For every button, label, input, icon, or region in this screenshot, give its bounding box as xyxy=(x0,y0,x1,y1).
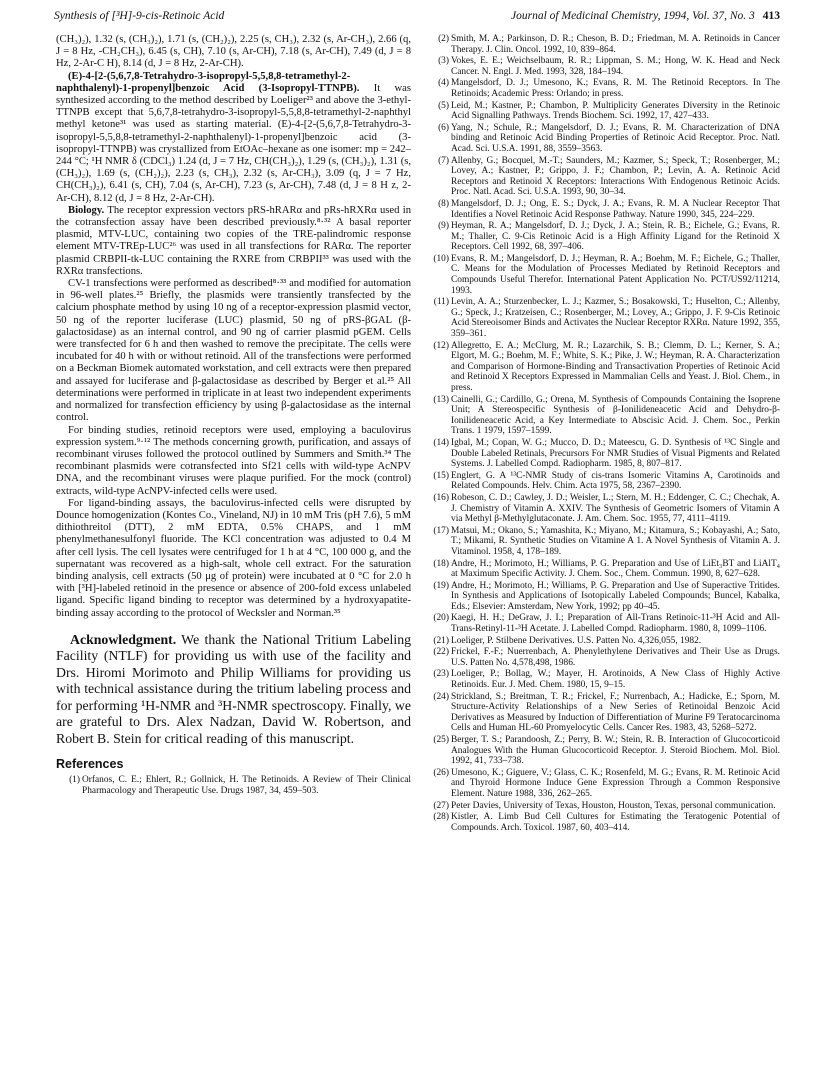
reference-item xyxy=(425,735,780,767)
transfection-paragraph: CV-1 transfections were performed as described⁸·³³ and modified for automation in 96-well plates.²⁵ Briefly, the plasmids were transiently transfected by the calcium phosphate method by using 10 ng of a receptor-expression plasmid vector, 50 ng of the reporter luciferase (LUC) plasmid, 50 ng of pRS-βGAL (β-galactosidase) as an internal control, and 90 ng of carrier plasmid pGEM. Cells were transfected for 6 h and then washed to remove the precipitate. The cells were incubated for 40 h with or without retinoid. All of the transfections were performed on a Beckman Biomek automated workstation, and cell extracts were then prepared and assayed for luciferase and β-galactosidase as described by Berger et al.²⁵ All determinations were performed in triplicate in at least two independent experiments and normalized for transfection efficiency by using β-galactosidase as the internal control. xyxy=(56,278,411,424)
reference-item xyxy=(425,78,780,99)
reference-text: Andre, H.; Morimoto, H.; Williams, P. G. Preparation and Use of LiEt₃BT and LiAlT₄ at Maximum Specific Activity. J. Chem. Soc., Chem. Commun. 1990, 8, 627–628. xyxy=(451,558,780,580)
reference-text: Orfanos, C. E.; Ehlert, R.; Gollnick, H. The Retinoids. A Review of Their Clinical Pharmacology and Therapeutic Use. Drugs 1987, 34, 459–503. xyxy=(82,775,411,796)
reference-item xyxy=(425,801,780,812)
reference-item xyxy=(425,34,780,55)
reference-number: (6) xyxy=(438,122,449,133)
reference-number: (24) xyxy=(433,691,449,702)
reference-item xyxy=(425,221,780,253)
reference-item xyxy=(425,438,780,470)
reference-text: Berger, T. S.; Parandoosh, Z.; Perry, B. W.; Stein, R. B. Interaction of Glucocorticoid Analogues With the Human Glucocorticoid Receptor. J. Steroid Biochem. Mol. Biol. 1992, 41, 733–738. xyxy=(451,735,780,767)
running-header xyxy=(54,10,780,30)
reference-item xyxy=(425,692,780,734)
left-column xyxy=(56,34,411,797)
reference-item xyxy=(425,669,780,690)
reference-text: Heyman, R. A.; Mangelsdorf, D. J.; Dyck, J. A.; Stein, R. B.; Eichele, G.; Evans, R. M.; Thaller, C. 9-Cis Retinoic Acid is a High Affinity Ligand for the Retinoid X Receptors. Cell 1992, 68, 397–406. xyxy=(451,221,780,253)
reference-item xyxy=(425,812,780,833)
reference-item xyxy=(425,156,780,198)
reference-item xyxy=(425,199,780,220)
reference-text: Levin, A. A.; Sturzenbecker, L. J.; Kazmer, S.; Bosakowski, T.; Huselton, C.; Allenby, G.; Speck, J.; Kratzeisen, C.; Rosenberger, M.; Lovey, A.; Grippo, J. F. 9-Cis Retinoic Acid Stereoisomer Binds and Activates the Nuclear Receptor RXRα. Nature 1992, 355, 359–361. xyxy=(451,297,780,340)
reference-number: (10) xyxy=(433,253,449,264)
reference-number: (23) xyxy=(433,669,449,680)
reference-number: (20) xyxy=(433,613,449,624)
biology-title: Biology. xyxy=(68,204,105,216)
reference-text: Cainelli, G.; Cardillo, G.; Orena, M. Synthesis of Compounds Containing the Isoprene Unit; A Stereospecific Synthesis of β-Ionilideneacetic Acid and Dehydro-β-Ionilideneacetic Acid, a Key Intermediate to Abscisic Acid. J. Chem. Soc., Perkin Trans. 1 1979, 1597–1599. xyxy=(451,394,780,437)
reference-item xyxy=(425,471,780,492)
reference-number: (22) xyxy=(433,647,449,658)
reference-number: (3) xyxy=(438,56,449,67)
compound-paragraph xyxy=(56,71,411,205)
reference-item xyxy=(425,768,780,800)
journal-citation xyxy=(511,10,780,22)
reference-number: (4) xyxy=(438,78,449,89)
reference-item xyxy=(425,395,780,437)
reference-text: Vokes, E. E.; Weichselbaum, R. R.; Lippman, S. M.; Hong, W. K. Head and Neck Cancer. N. Engl. J. Med. 1993, 328, 184–194. xyxy=(451,56,780,77)
reference-text: Smith, M. A.; Parkinson, D. R.; Cheson, B. D.; Friedman, M. A. Retinoids in Cancer Therapy. J. Clin. Oncol. 1992, 10, 839–864. xyxy=(451,34,780,55)
reference-item xyxy=(425,254,780,296)
reference-text: Allegretto, E. A.; McClurg, M. R.; Lazarchik, S. B.; Clemm, D. L.; Kerner, S. A.; Elgort, M. G.; Boehm, M. F.; White, S. K.; Pike, J. W.; Heyman, R. A. Characterization and Comparison of Hormone-Binding and Transactivation Properties of Retinoic Acid and Retinoid X Receptors Expressed in Mammalian Cells and Yeast. J. Biol. Chem., in press. xyxy=(451,340,780,393)
reference-number: (5) xyxy=(438,100,449,111)
reference-number: (26) xyxy=(433,767,449,778)
reference-text: Leid, M.; Kastner, P.; Chambon, P. Multiplicity Generates Diversity in the Retinoic Acid Signalling Pathways. Trends Biochem. Sci. 1992, 17, 427–433. xyxy=(451,100,780,122)
references-heading: References xyxy=(56,757,124,772)
reference-text: Frickel, F.-F.; Nuerrenbach, A. Phenylethylene Derivatives and Their Use as Drugs. U.S. Patten No. 4,578,498, 1986. xyxy=(451,647,780,668)
binding-paragraph: For binding studies, retinoid receptors were used, employing a baculovirus expression system.⁹·¹² The methods concerning growth, purification, and assays of recombinant viruses followed the protocol outlined by Summers and Smith.³⁴ The recombinant plasmids were cotransfected into Sf21 cells with wild-type AcNPV DNA, and the recombinant viruses were plaque purified. For the mock (control) extracts, wild-type AcNPV-infected cells were used. xyxy=(56,424,411,497)
reference-number: (28) xyxy=(433,812,449,823)
reference-number: (27) xyxy=(433,800,449,811)
right-column-references xyxy=(425,34,780,834)
reference-number: (1) xyxy=(69,775,80,786)
reference-text: Umesono, K.; Giguere, V.; Glass, C. K.; Rosenfeld, M. G.; Evans, R. M. Retinoic Acid and Thyroid Hormone Induce Gene Expression Through a Common Responsive Element. Nature 1988, 336, 262–265. xyxy=(451,767,780,799)
reference-item xyxy=(425,101,780,122)
reference-item xyxy=(425,123,780,155)
reference-item xyxy=(425,341,780,394)
reference-text: Matsui, M.; Okano, S.; Yamashita, K.; Miyano, M.; Kitamura, S.; Kobayashi, A.; Sato, T.; Mikami, R. Synthetic Studies on Vitamine A 1. A Novel Synthesis of Vitamin A. J. Vitaminol. 1958, 4, 178–189. xyxy=(451,525,780,557)
ligand-binding-paragraph: For ligand-binding assays, the baculovirus-infected cells were disrupted by Dounce homogenization (Kontes Co., Vineland, NJ) in 10 mM Tris (pH 7.6), 5 mM dithiothreitol (DTT), 2 mM EDTA, 0.5% CHAPS, and 1 mM phenylmethanesulfonyl fluoride. The KCl concentration was adjusted to 0.4 M after cell lysis. The cell lysates were centrifuged for 1 h at 4 °C, 100 000 g, and the supernatant was recovered as a high-salt, whole cell extract. For the saturation binding analysis, cell extracts (50 μg of protein) were incubated at 0 °C for 2.0 h with [³H]-labeled retinoid in the presence or absence of 200-fold excess unlabeled ligand. Specific ligand binding to receptor was determined by a hydroxyapatite-binding assay according to the protocol of Wecksler and Norman.³⁵ xyxy=(56,497,411,619)
reference-text: Kistler, A. Limb Bud Cell Cultures for Estimating the Teratogenic Potential of Compounds. Arch. Toxicol. 1987, 60, 403–414. xyxy=(451,812,780,833)
compound-body: It was synthesized according to the method described by Loeliger²³ and above the 3-ethyl-TTNPB except that 5,6,7,8-tetrahydro-3-isopropyl-5,5,8,8-tetramethyl-2-naphthyl methyl ketone³¹ was used as starting material. (E)-4-[2-(5,6,7,8-Tetrahydro-3-isopropyl-5,5,8,8-tetramethyl-2-naphthalenyl)-1-propenyl]benzoic acid (3-isopropyl-TTNPB) was crystallized from EtOAc–hexane as one isomer: mp = 242–244 °C; ¹H NMR δ (CDCl₃) 1.24 (d, J = 7 Hz, CH(CH₃)₂), 1.29 (s, (CH₃)₂), 1.31 (s, (CH₃)₂), 1.69 (s, (CH₂)₂), 2.23 (s, CH₃), 2.32 (s, Ar-CH₃), 3.09 (q, J = 7 Hz, CH(CH₃)₂), 6.41 (s, CH), 7.04 (s, Ar-CH), 7.23 (s, Ar-CH), 7.48 (d, J = 8 H z, 2-Ar-CH), 8.12 (d, J = 8 Hz, 2-Ar-CH). xyxy=(56,82,412,204)
reference-number: (12) xyxy=(433,340,449,351)
reference-number: (11) xyxy=(433,297,449,308)
reference-number: (2) xyxy=(438,34,449,44)
reference-number: (15) xyxy=(433,470,449,481)
acknowledgment-body: We thank the National Tritium Labeling Facility (NTLF) for providing us with use of the facility and Drs. Hiromi Morimoto and Philip Williams for providing us with technical assistance during the tritium labeling process and for performing ¹H-NMR and ³H-NMR spectroscopy. Finally, we are grateful to Drs. Alex Nadzan, David W. Robertson, and Robert B. Stein for critical reading of this manuscript. xyxy=(56,631,411,746)
reference-text: Kaegi, H. H.; DeGraw, J. I.; Preparation of All-Trans Retinoic-11-³H Acid and All-Trans-Retinyl-11-³H Acetate. J. Labelled Compd. Radiopharm. 1980, 8, 1099–1106. xyxy=(451,613,780,635)
reference-item xyxy=(425,297,780,339)
reference-number: (14) xyxy=(433,437,449,448)
acknowledgment xyxy=(56,632,411,748)
reference-item xyxy=(56,775,411,796)
reference-number: (13) xyxy=(433,394,449,405)
reference-number: (18) xyxy=(433,558,449,569)
reference-item xyxy=(425,559,780,580)
reference-text: Peter Davies, University of Texas, Houston, Houston, Texas, personal communication. xyxy=(451,800,776,811)
reference-text: Mangelsdorf, D. J.; Ong, E. S.; Dyck, J. A.; Evans, R. M. A Nuclear Receptor That Identifies a Novel Retinoic Acid Response Pathway. Nature 1990, 345, 224–229. xyxy=(451,198,780,220)
journal-name: Journal of Medicinal Chemistry, 1994, Vol. 37, No. 3 xyxy=(511,10,755,22)
acknowledgment-title: Acknowledgment. xyxy=(70,631,177,647)
reference-text: Strickland, S.; Breitman, T. R.; Frickel, F.; Nurrenbach, A.; Hadicke, E.; Sporn, M. Structure-Activity Relationships of a New Series of Retinoidal Benzoic Acid Derivatives as Measured by Induction of Differentiation of Murine F9 Teratocarcinoma Cells and Human HL-60 Promyelocytic Cells. Cancer Res. 1983, 43, 5268–5272. xyxy=(451,691,780,734)
reference-item xyxy=(425,493,780,525)
biology-paragraph xyxy=(56,205,411,278)
reference-text: Allenby, G.; Bocquel, M.-T.; Saunders, M.; Kazmer, S.; Speck, T.; Rosenberger, M.; Lovey, A.; Kastner, P.; Grippo, J. F.; Chambon, P.; Levin, A. A. Retinoic Acid Receptors and Retinoid X Receptors: Interactions With Endogenous Retinoic Acids. Proc. Natl. Acad. Sci. U.S.A. 1993, 90, 30–34. xyxy=(451,155,780,198)
reference-text: Englert, G. A ¹³C-NMR Study of cis-trans Isomeric Vitamins A, Carotinoids and Related Compounds. Helv. Chim. Acta 1975, 58, 2367–2390. xyxy=(451,470,780,492)
reference-item xyxy=(425,56,780,77)
reference-number: (25) xyxy=(433,735,449,745)
reference-number: (17) xyxy=(433,525,449,536)
reference-item xyxy=(425,613,780,634)
reference-number: (16) xyxy=(433,492,449,503)
reference-number: (21) xyxy=(433,635,449,646)
reference-number: (9) xyxy=(438,221,449,232)
biology-body: The receptor expression vectors pRS-hRARα and pRs-hRXRα used in the cotransfection assay have been described previously.⁸·³² A basal reporter plasmid, MTV-LUC, containing two copies of the TRE-palindromic response element MTV-TREp-LUC²⁶ was used in all transfections for RARα. The reporter plasmid CRBPII-tk-LUC containing the RXRE from CRBPII³³ was used with the RXRα transfections. xyxy=(56,204,411,277)
compound-title: (E)-4-[2-(5,6,7,8-Tetrahydro-3-isopropyl-5,5,8,8-tetramethyl-2-naphthalenyl)-1-propenyl]benzoic Acid (3-Isopropyl-TTNPB). xyxy=(56,70,360,94)
reference-number: (8) xyxy=(438,198,449,209)
reference-number: (7) xyxy=(438,155,449,166)
reference-item xyxy=(425,636,780,647)
reference-number: (19) xyxy=(433,580,449,591)
reference-item xyxy=(425,581,780,613)
reference-text: Loeliger, P.; Bollag, W.; Mayer, H. Arotinoids, A New Class of Highly Active Retinoids. Eur. J. Med. Chem. 1980, 15, 9–15. xyxy=(451,669,780,691)
running-title: Synthesis of [³H]-9-cis-Retinoic Acid xyxy=(54,10,225,22)
reference-text: Evans, R. M.; Mangelsdorf, D. J.; Heyman, R. A.; Boehm, M. F.; Eichele, G.; Thaller, C. Means for the Modulation of Processes Mediated by Retinoid Receptors and Compounds Useful Therefor. International Patent Application No. PCT/US92/11214, 1993. xyxy=(451,253,780,296)
reference-text: Yang, N.; Schule, R.; Mangelsdorf, D. J.; Evans, R. M. Characterization of DNA binding and Retinoic Acid Binding Properties of Retinoic Acid Receptor. Proc. Natl. Acad. Sci. U.S.A. 1991, 88, 3559–3563. xyxy=(451,122,780,154)
reference-text: Igbal, M.; Copan, W. G.; Mucco, D. D.; Mateescu, G. D. Synthesis of ¹³C Single and Double Labeled Retinals, Precursors For NMR Studies of Visual Pigments and Related Systems. J. Labelled Compd. Radiopharm. 1985, 8, 807–817. xyxy=(451,437,780,470)
reference-text: Mangelsdorf, D. J.; Umesono, K.; Evans, R. M. The Retinoid Receptors. In The Retinoids; Academic Press: Orlando; in press. xyxy=(451,78,780,99)
reference-text: Loeliger, P. Stilbene Derivatives. U.S. Patten No. 4,326,055, 1982. xyxy=(451,635,702,646)
reference-text: Robeson, C. D.; Cawley, J. D.; Weisler, L.; Stern, M. H.; Eddenger, C. C.; Chechak, A. J. Chemistry of Vitamin A. XXIV. The Synthesis of Geometric Isomers of Vitamin A via Methyl β-Methylglutaconate. J. Am. Chem. Soc. 1955, 77, 4111–4119. xyxy=(451,492,780,525)
nmr-continuation: (CH₃)₂), 1.32 (s, (CH₃)₂), 1.71 (s, (CH₂)₂), 2.25 (s, CH₃), 2.32 (s, Ar-CH₃), 2.66 (q, J = 8 Hz, -CH₂CH₃), 6.45 (s, CH), 7.10 (s, Ar-CH), 7.18 (s, Ar-CH), 7.49 (d, J = 8 Hz, 2-Ar-C H), 8.14 (d, J = 8 Hz, 2-Ar-CH). xyxy=(56,34,411,70)
reference-text: Andre, H.; Morimoto, H.; Williams, P. G. Preparation and Use of Superactive Tritides. In Synthesis and Applications of Isotopically Labeled Compounds; Buncel, Kabalka, Eds.; Elsevier: Amsterdam, New York, 1992; pp 40–45. xyxy=(451,580,780,612)
page-number: 413 xyxy=(762,10,780,22)
reference-item xyxy=(425,526,780,558)
reference-item xyxy=(425,647,780,668)
